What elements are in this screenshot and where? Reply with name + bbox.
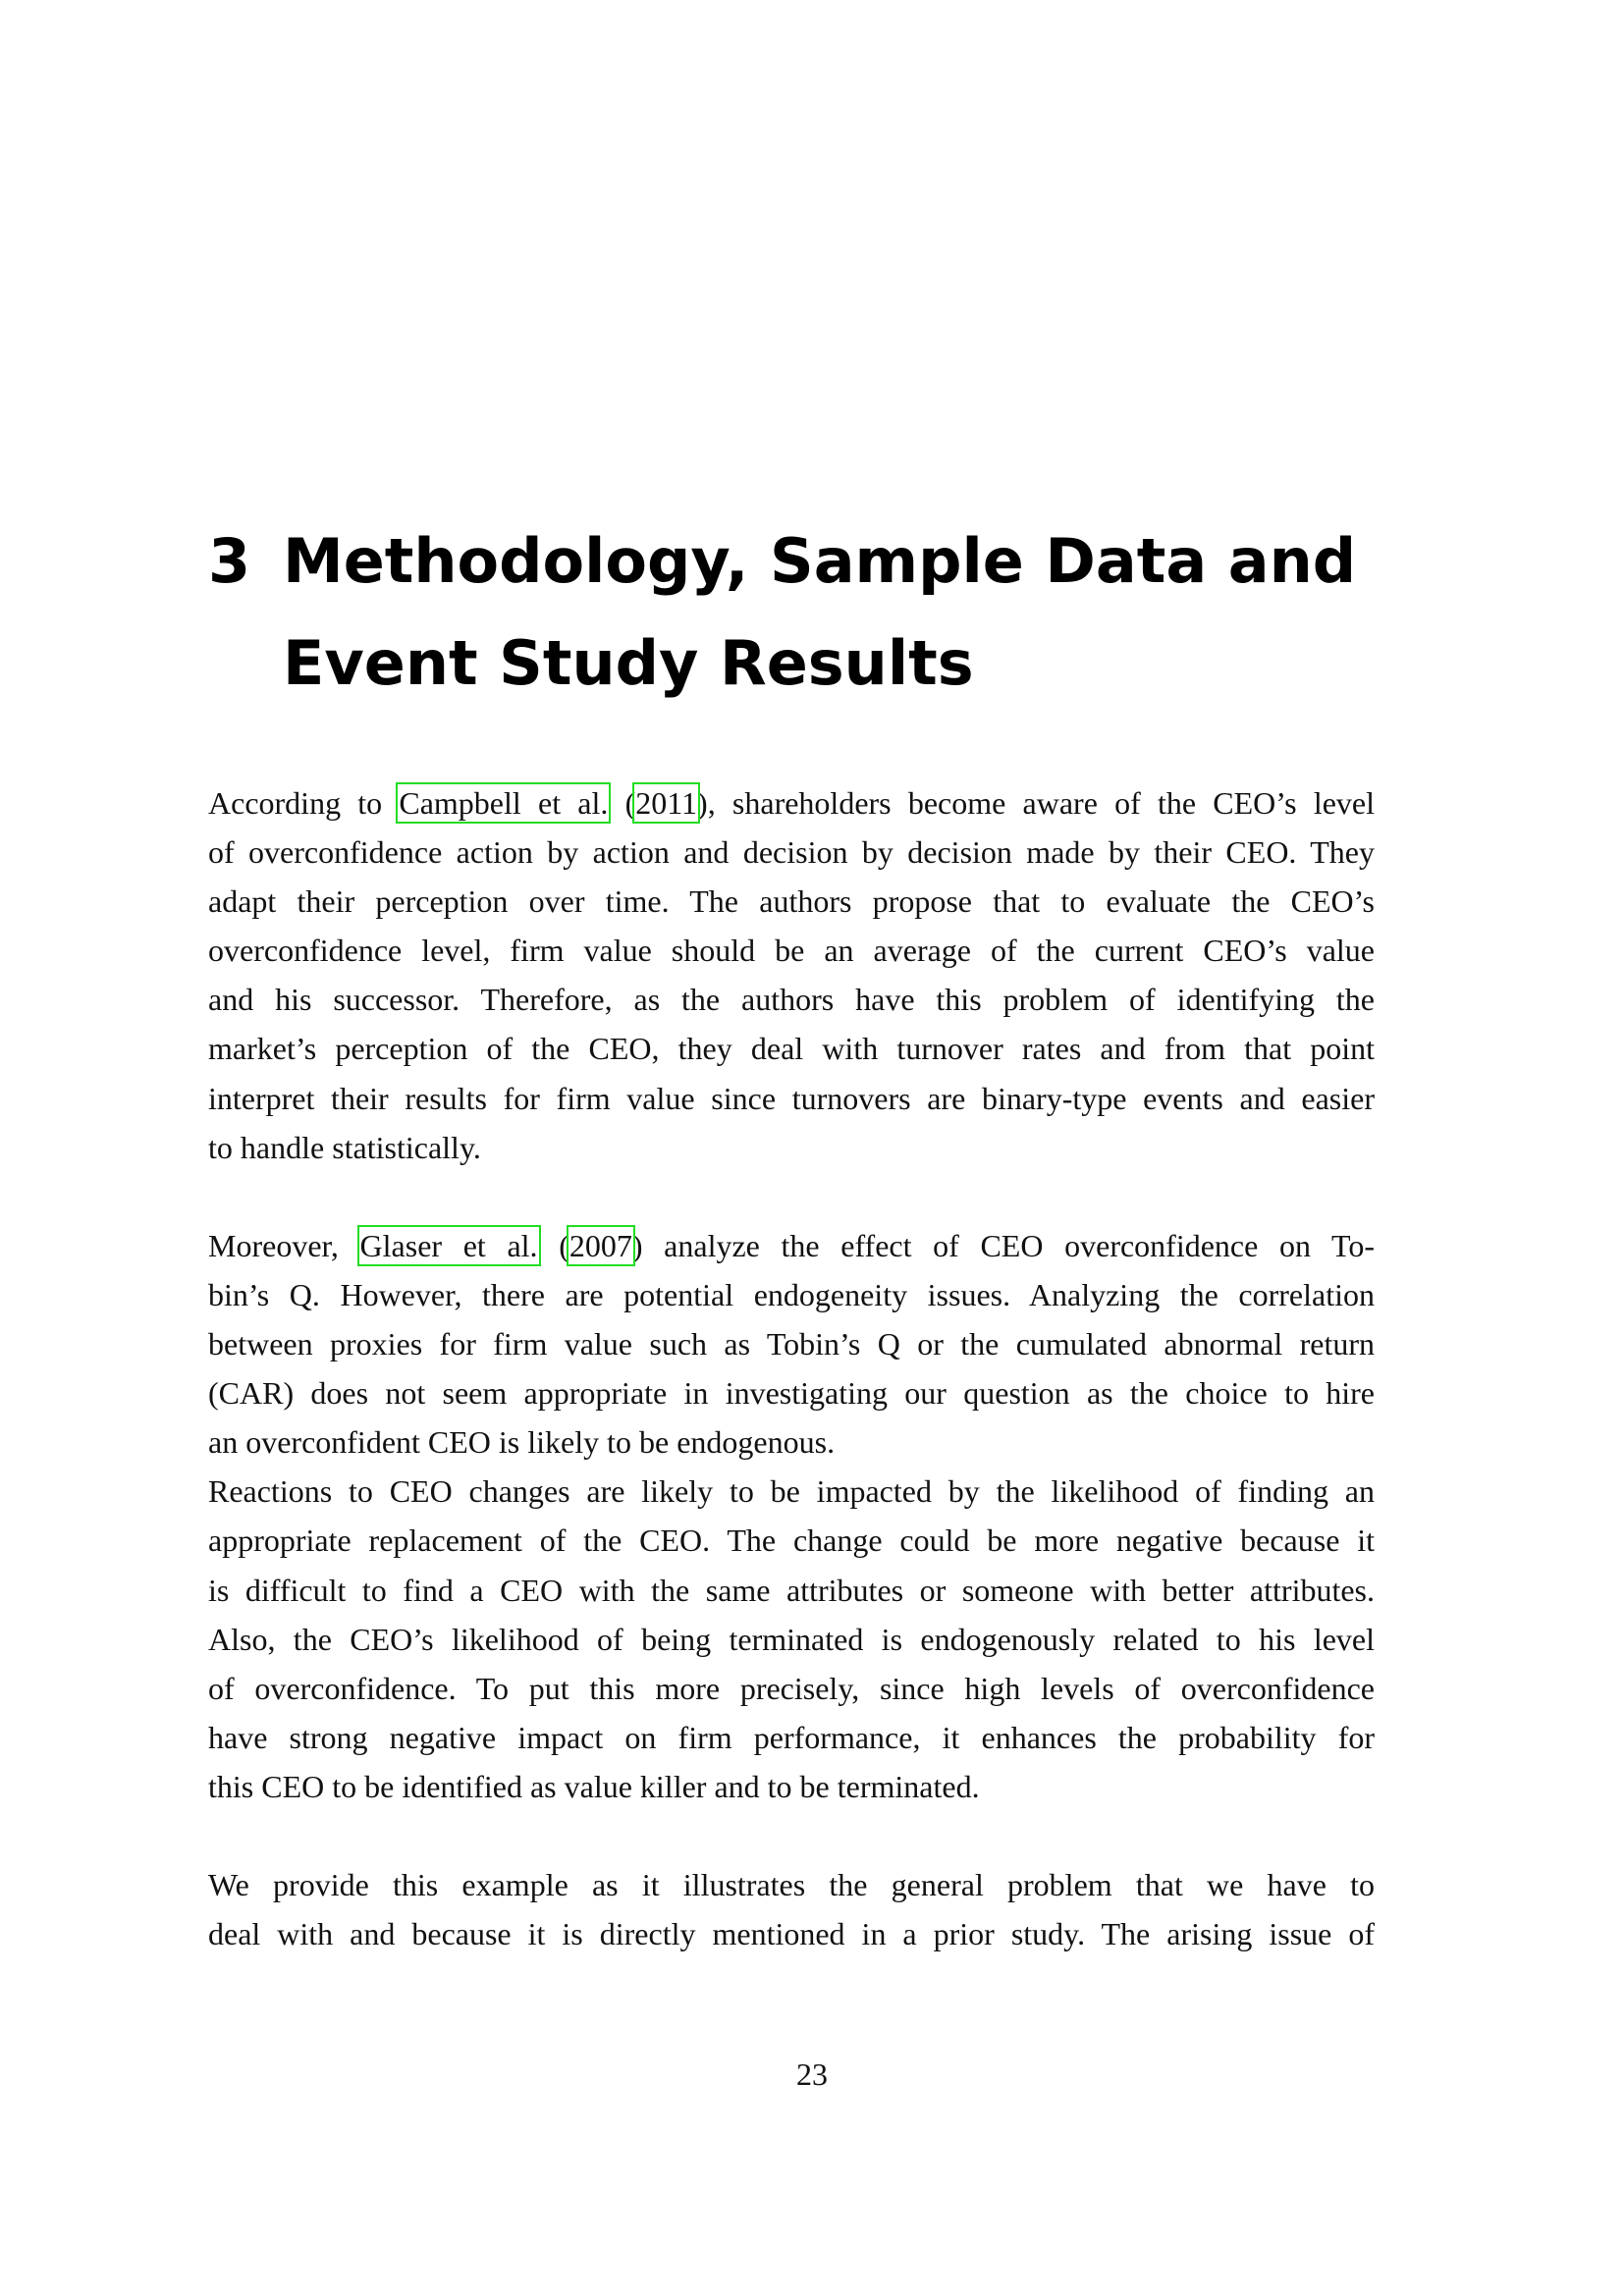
text-line: of overconfidence. To put this more precisely, since high levels of overconfidence bbox=[208, 1670, 1375, 1706]
text-line: is difficult to find a CEO with the same attributes or someone with better attributes. bbox=[208, 1572, 1375, 1608]
text-line: adapt their perception over time. The authors propose that to evaluate the CEO’s bbox=[208, 883, 1375, 920]
text-segment: According to bbox=[208, 785, 383, 821]
text-line: to handle statistically. bbox=[208, 1129, 481, 1165]
text-line: overconfidence level, firm value should be an average of the current CEO’s value bbox=[208, 933, 1375, 969]
text-line: an overconfident CEO is likely to be endogenous. bbox=[208, 1424, 836, 1461]
text-segment: ), shareholders become aware of the CEO’s level bbox=[697, 785, 1375, 821]
text-line: and his successor. Therefore, as the authors have this problem of identifying the bbox=[208, 982, 1375, 1018]
citation-year-link-campbell[interactable]: 2011 bbox=[635, 785, 698, 821]
page-number: 23 bbox=[796, 2056, 828, 2092]
text-line: this CEO to be identified as value killer and to be terminated. bbox=[208, 1768, 980, 1804]
text-line: interpret their results for firm value since turnovers are binary-type events and easier bbox=[208, 1080, 1375, 1116]
text-segment: ) analyze the effect of CEO overconfidence on To- bbox=[631, 1227, 1376, 1263]
section-title-line-2: Event Study Results bbox=[283, 627, 974, 699]
paragraph-2 bbox=[208, 1221, 1375, 1467]
section-title-line-1: Methodology, Sample Data and bbox=[283, 525, 1357, 597]
text-line: of overconfidence action by action and decision by decision made by their CEO. They bbox=[208, 834, 1375, 871]
text-line: market’s perception of the CEO, they deal with turnover rates and from that point bbox=[208, 1031, 1375, 1067]
citation-link-glaser[interactable]: Glaser et al. bbox=[359, 1227, 538, 1263]
text-line: We provide this example as it illustrates the general problem that we have to bbox=[208, 1867, 1375, 1903]
paragraph-4 bbox=[208, 1860, 1375, 1958]
text-line: deal with and because it is directly mentioned in a prior study. The arising issue of bbox=[208, 1916, 1375, 1952]
text-line: appropriate replacement of the CEO. The change could be more negative because it bbox=[208, 1522, 1375, 1559]
citation-link-campbell[interactable]: Campbell et al. bbox=[399, 785, 609, 821]
citation-year-link-glaser[interactable]: 2007 bbox=[568, 1227, 632, 1263]
paragraph-1 bbox=[208, 778, 1375, 1172]
text-line: between proxies for firm value such as Tobin’s Q or the cumulated abnormal return bbox=[208, 1326, 1375, 1362]
text-segment: Moreover, bbox=[208, 1227, 339, 1263]
text-line: Reactions to CEO changes are likely to be impacted by the likelihood of finding an bbox=[208, 1473, 1375, 1510]
text-line: Moreover, Glaser et al. (2007) analyze the effect of CEO overconfidence on To- bbox=[208, 1227, 1376, 1263]
paragraph-3 bbox=[208, 1467, 1375, 1811]
body-text bbox=[208, 778, 1375, 1958]
text-line: (CAR) does not seem appropriate in investigating our question as the choice to hire bbox=[208, 1375, 1375, 1412]
text-line: bin’s Q. However, there are potential endogeneity issues. Analyzing the correlation bbox=[208, 1276, 1375, 1312]
text-line: Also, the CEO’s likelihood of being terminated is endogenously related to his level bbox=[208, 1621, 1375, 1657]
text-line: According to Campbell et al. (2011), shareholders become aware of the CEO’s level bbox=[208, 785, 1375, 821]
text-line: have strong negative impact on firm performance, it enhances the probability for bbox=[208, 1719, 1375, 1755]
section-number: 3 bbox=[208, 525, 251, 597]
